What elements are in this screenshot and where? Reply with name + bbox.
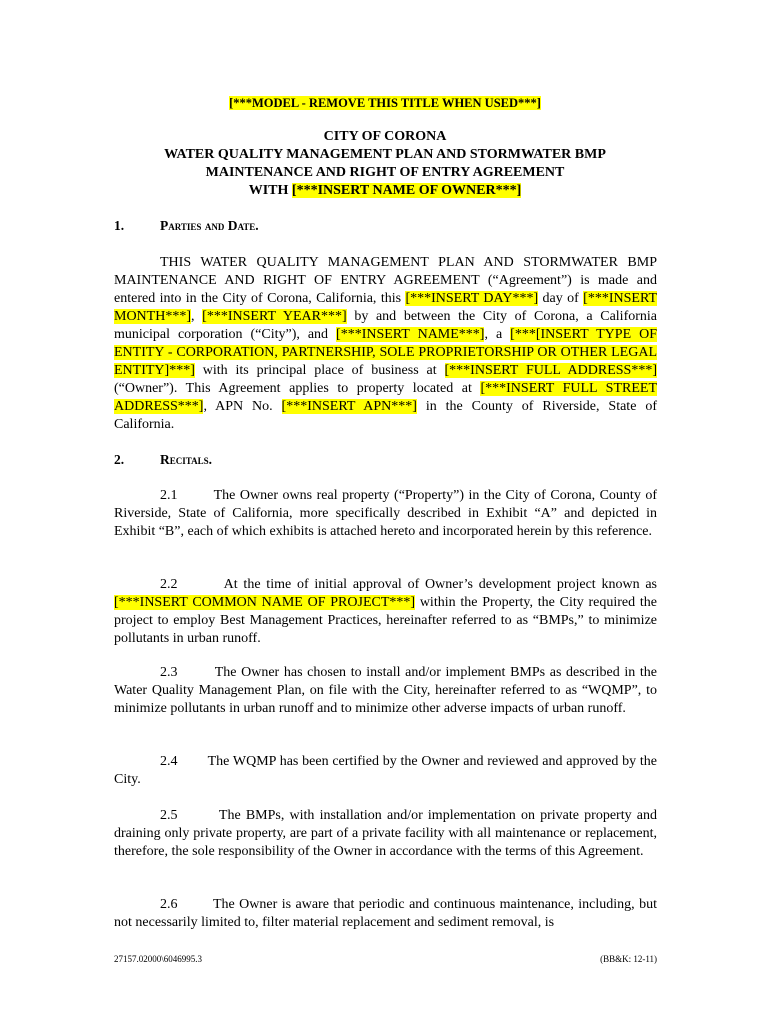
footer-revision: (BB&K: 12-11): [600, 954, 657, 964]
recital-2-1: 2.1 The Owner owns real property (“Property”) in the City of Corona, County of Riverside, State of California, more specifically described in Exhibit “A” and depicted in Exhibit “B”, each of which exhibits is attached hereto and incorporated herein by this reference.: [114, 488, 657, 539]
insert-apn: [***INSERT APN***]: [281, 399, 417, 414]
insert-project-name: [***INSERT COMMON NAME OF PROJECT***]: [114, 595, 416, 610]
parties-paragraph: THIS WATER QUALITY MANAGEMENT PLAN AND STORMWATER BMP MAINTENANCE AND RIGHT OF ENTRY AGREEMENT (“Agreement”) is made and entered into in the City of Corona, California, this [***INSERT DAY***] day of [***INSERT MONTH***], [***INSERT YEAR***] by and between the City of Corona, a California municipal corporation (“City”), and [***INSERT NAME***], a [***[INSERT TYPE OF ENTITY - CORPORATION, PARTNERSHIP, SOLE PROPRIETORSHIP OR OTHER LEGAL ENTITY]***] with its principal place of business at [***INSERT FULL ADDRESS***] (“Owner”). This Agreement applies to property located at [***INSERT FULL STREET ADDRESS***], APN No. [***INSERT APN***] in the County of Riverside, State of California.: [114, 255, 658, 432]
insert-entity-type: [***[INSERT TYPE OF ENTITY - CORPORATION, PARTNERSHIP, SOLE PROPRIETORSHIP OR OTHER LEGAL ENTITY]***]: [114, 327, 657, 378]
insert-full-address: [***INSERT FULL ADDRESS***]: [444, 363, 658, 378]
insert-street-address: [***INSERT FULL STREET ADDRESS***]: [114, 381, 657, 414]
insert-day: [***INSERT DAY***]: [405, 291, 539, 306]
insert-month: [***INSERT MONTH***]: [114, 291, 657, 324]
model-title: [***MODEL - REMOVE THIS TITLE WHEN USED***]: [229, 96, 541, 110]
heading-line-4: WITH [***INSERT NAME OF OWNER***]: [248, 183, 522, 198]
heading-line-1: CITY OF CORONA: [323, 129, 447, 144]
recital-2-4: 2.4 The WQMP has been certified by the Owner and reviewed and approved by the City.: [114, 754, 657, 787]
recital-2-3: 2.3 The Owner has chosen to install and/or implement BMPs as described in the Water Quality Management Plan, on file with the City, hereinafter referred to as “WQMP”, to minimize pollutants in urban runoff and to minimize other adverse impacts of urban runoff.: [114, 665, 657, 716]
owner-name-placeholder: [***INSERT NAME OF OWNER***]: [291, 183, 522, 198]
recital-2-2: 2.2 At the time of initial approval of Owner’s development project known as [***INSERT COMMON NAME OF PROJECT***] within the Property, the City required the project to employ Best Management Practices, hereinafter referred to as “BMPs,” to minimize pollutants in urban runoff.: [114, 577, 657, 646]
section-heading-parties: 1. Parties and Date.: [114, 218, 259, 233]
recital-2-6: 2.6 The Owner is aware that periodic and continuous maintenance, including, but not necessarily limited to, filter material replacement and sediment removal, is: [114, 897, 657, 930]
heading-line-3: MAINTENANCE AND RIGHT OF ENTRY AGREEMENT: [205, 165, 565, 180]
footer-document-number: 27157.02000\6046995.3: [114, 954, 203, 964]
insert-name: [***INSERT NAME***]: [336, 327, 485, 342]
recital-2-5: 2.5 The BMPs, with installation and/or implementation on private property and draining only private property, are part of a private facility with all maintenance or replacement, therefore, the sole responsibility of the Owner in accordance with the terms of this Agreement.: [114, 808, 657, 859]
insert-year: [***INSERT YEAR***]: [202, 309, 347, 324]
section-heading-recitals: 2. Recitals.: [114, 452, 212, 467]
heading-line-2: WATER QUALITY MANAGEMENT PLAN AND STORMWATER BMP: [164, 147, 606, 162]
